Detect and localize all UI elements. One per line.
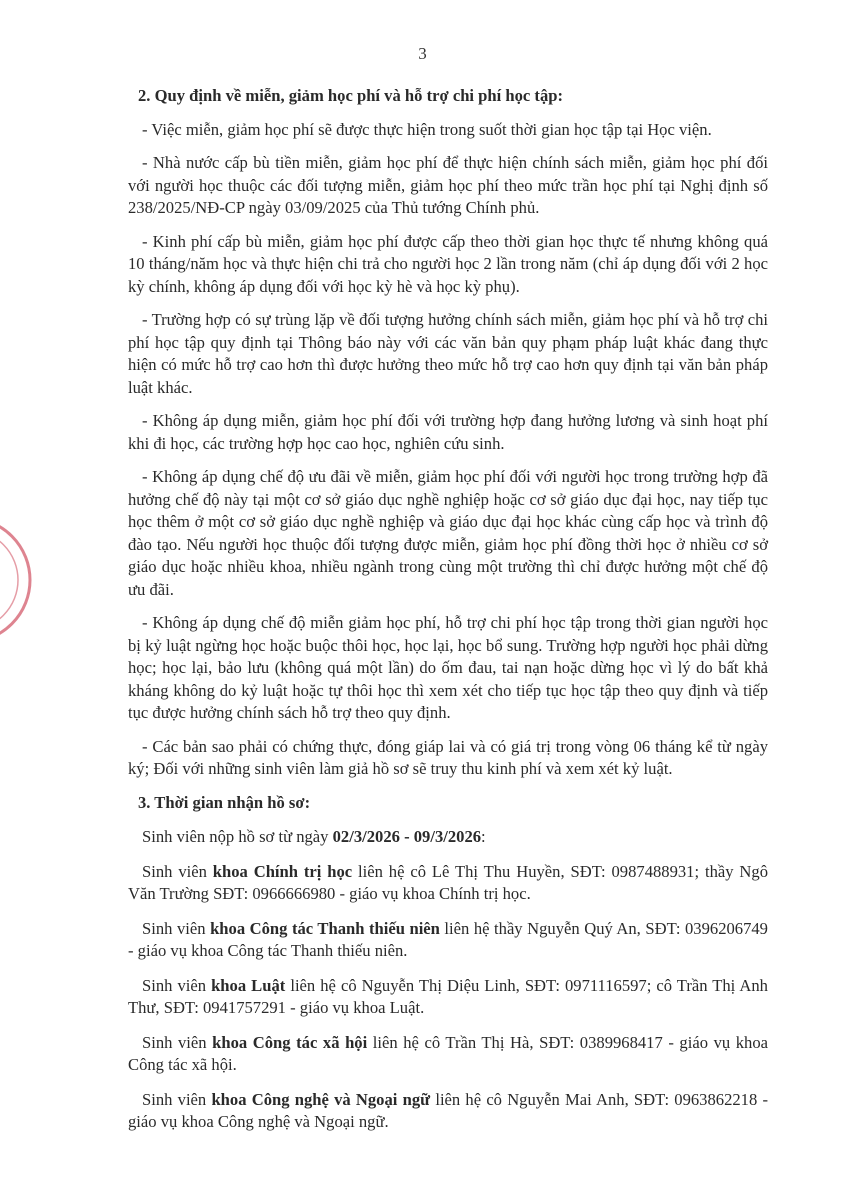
section-2-paragraph: - Không áp dụng chế độ ưu đãi về miễn, giảm học phí đối với người học trong trường hợp đã hưởng chế độ này tại một cơ sở giáo dục nghề nghiệp hoặc cơ sở giáo dục đại học, nay tiếp tục học thêm ở một cơ sở giáo dục nghề nghiệp và giáo dục đại học khác cùng cấp học và trình độ đào tạo. Nếu người học thuộc đối tượng được miễn, giảm học phí đồng thời học ở nhiều cơ sở giáo dục hoặc nhiều khoa, nhiều ngành trong cùng một trường thì chỉ được hưởng một chế độ ưu đãi.: [128, 467, 768, 599]
contact-details: liên hệ cô Trần Thị Hà, SĐT: 0389968417 - giáo vụ khoa Công tác xã hội.: [128, 1032, 768, 1074]
contact-details: liên hệ cô Nguyễn Mai Anh, SĐT: 0963862218 - giáo vụ khoa Công nghệ và Ngoại ngữ.: [128, 1089, 769, 1131]
faculty-name: khoa Công tác xã hội: [212, 1032, 368, 1052]
page-number: 3: [418, 44, 427, 63]
section-2-paragraph: - Kinh phí cấp bù miễn, giảm học phí được cấp theo thời gian học thực tế nhưng không quá 10 tháng/năm học và thực hiện chi trả cho người học 2 lần trong năm (chỉ áp dụng đối với 2 học kỳ chính, không áp dụng đối với học kỳ hè và học kỳ phụ).: [128, 231, 768, 296]
section-2-paragraph: - Trường hợp có sự trùng lặp về đối tượng hưởng chính sách miễn, giảm học phí và hỗ trợ chi phí học tập quy định tại Thông báo này với các văn bản quy phạm pháp luật khác đang thực hiện có mức hỗ trợ cao hơn thì được hưởng theo mức hỗ trợ cao hơn quy định tại văn bản pháp luật khác.: [128, 310, 768, 397]
faculty-contact-law: [128, 975, 768, 1020]
faculty-name: khoa Công nghệ và Ngoại ngữ: [211, 1089, 431, 1109]
section-2-paragraph: - Nhà nước cấp bù tiền miễn, giảm học phí để thực hiện chính sách miễn, giảm học phí đối với người học thuộc các đối tượng miễn, giảm học phí theo mức trần học phí tại Nghị định số 238/2025/NĐ-CP ngày 03/09/2025 của Thủ tướng Chính phủ.: [128, 153, 768, 217]
faculty-name: khoa Chính trị học: [212, 861, 353, 881]
section-2-paragraph: - Các bản sao phải có chứng thực, đóng giáp lai và có giá trị trong vòng 06 tháng kể từ ngày ký; Đối với những sinh viên làm giả hồ sơ sẽ truy thu kinh phí và xem xét kỷ luật.: [128, 736, 768, 778]
contact-prefix: Sinh viên: [142, 918, 211, 938]
faculty-contact-politics: [128, 861, 768, 906]
red-seal-stamp: [0, 505, 42, 655]
faculty-contact-youth-work: [128, 918, 768, 963]
seal-icon: [0, 505, 42, 655]
contact-prefix: Sinh viên: [142, 975, 212, 995]
submission-dates: 02/3/2026 - 09/3/2026: [332, 827, 482, 846]
contact-prefix: Sinh viên: [142, 861, 213, 881]
section-2-paragraph: - Không áp dụng chế độ miễn giảm học phí, hỗ trợ chi phí học tập trong thời gian người học bị kỷ luật ngừng học hoặc buộc thôi học, học lại, học bổ sung. Trường hợp người học phải dừng học; học lại, bảo lưu (không quá một lần) do ốm đau, tai nạn hoặc dừng học vì lý do bất khả kháng không do kỷ luật hoặc tự thôi học thì xem xét cho tiếp tục học tập theo quy định và tiếp tục được hưởng chính sách hỗ trợ theo quy định.: [128, 613, 768, 722]
faculty-name: khoa Công tác Thanh thiếu niên: [210, 918, 440, 938]
faculty-name: khoa Luật: [211, 975, 286, 995]
submission-period-prefix: Sinh viên nộp hồ sơ từ ngày: [142, 827, 333, 846]
faculty-contact-technology-languages: [128, 1089, 768, 1134]
section-3-heading: 3. Thời gian nhận hồ sơ:: [138, 792, 311, 812]
faculty-contact-social-work: [128, 1032, 768, 1077]
section-2-paragraph: - Không áp dụng miễn, giảm học phí đối với trường hợp đang hưởng lương và sinh hoạt phí khi đi học, các trường hợp học cao học, nghiên cứu sinh.: [128, 411, 768, 453]
contact-details: liên hệ cô Nguyễn Thị Diệu Linh, SĐT: 0971116597; cô Trần Thị Anh Thư, SĐT: 0941757291 - giáo vụ khoa Luật.: [128, 975, 768, 1017]
section-2-paragraph: - Việc miễn, giảm học phí sẽ được thực hiện trong suốt thời gian học tập tại Học viện.: [142, 119, 712, 139]
submission-period-suffix: :: [481, 827, 486, 846]
section-2-heading: 2. Quy định về miễn, giảm học phí và hỗ trợ chi phí học tập:: [138, 86, 564, 105]
document-body: [128, 85, 768, 1146]
submission-period: [128, 826, 768, 849]
contact-details: liên hệ cô Lê Thị Thu Huyền, SĐT: 0987488931; thầy Ngô Văn Trường SĐT: 0966666980 - giáo vụ khoa Chính trị học.: [128, 861, 768, 903]
contact-prefix: Sinh viên: [142, 1089, 212, 1109]
contact-prefix: Sinh viên: [142, 1032, 213, 1052]
contact-details: liên hệ thầy Nguyễn Quý An, SĐT: 0396206749 - giáo vụ khoa Công tác Thanh thiếu niên.: [128, 918, 768, 960]
